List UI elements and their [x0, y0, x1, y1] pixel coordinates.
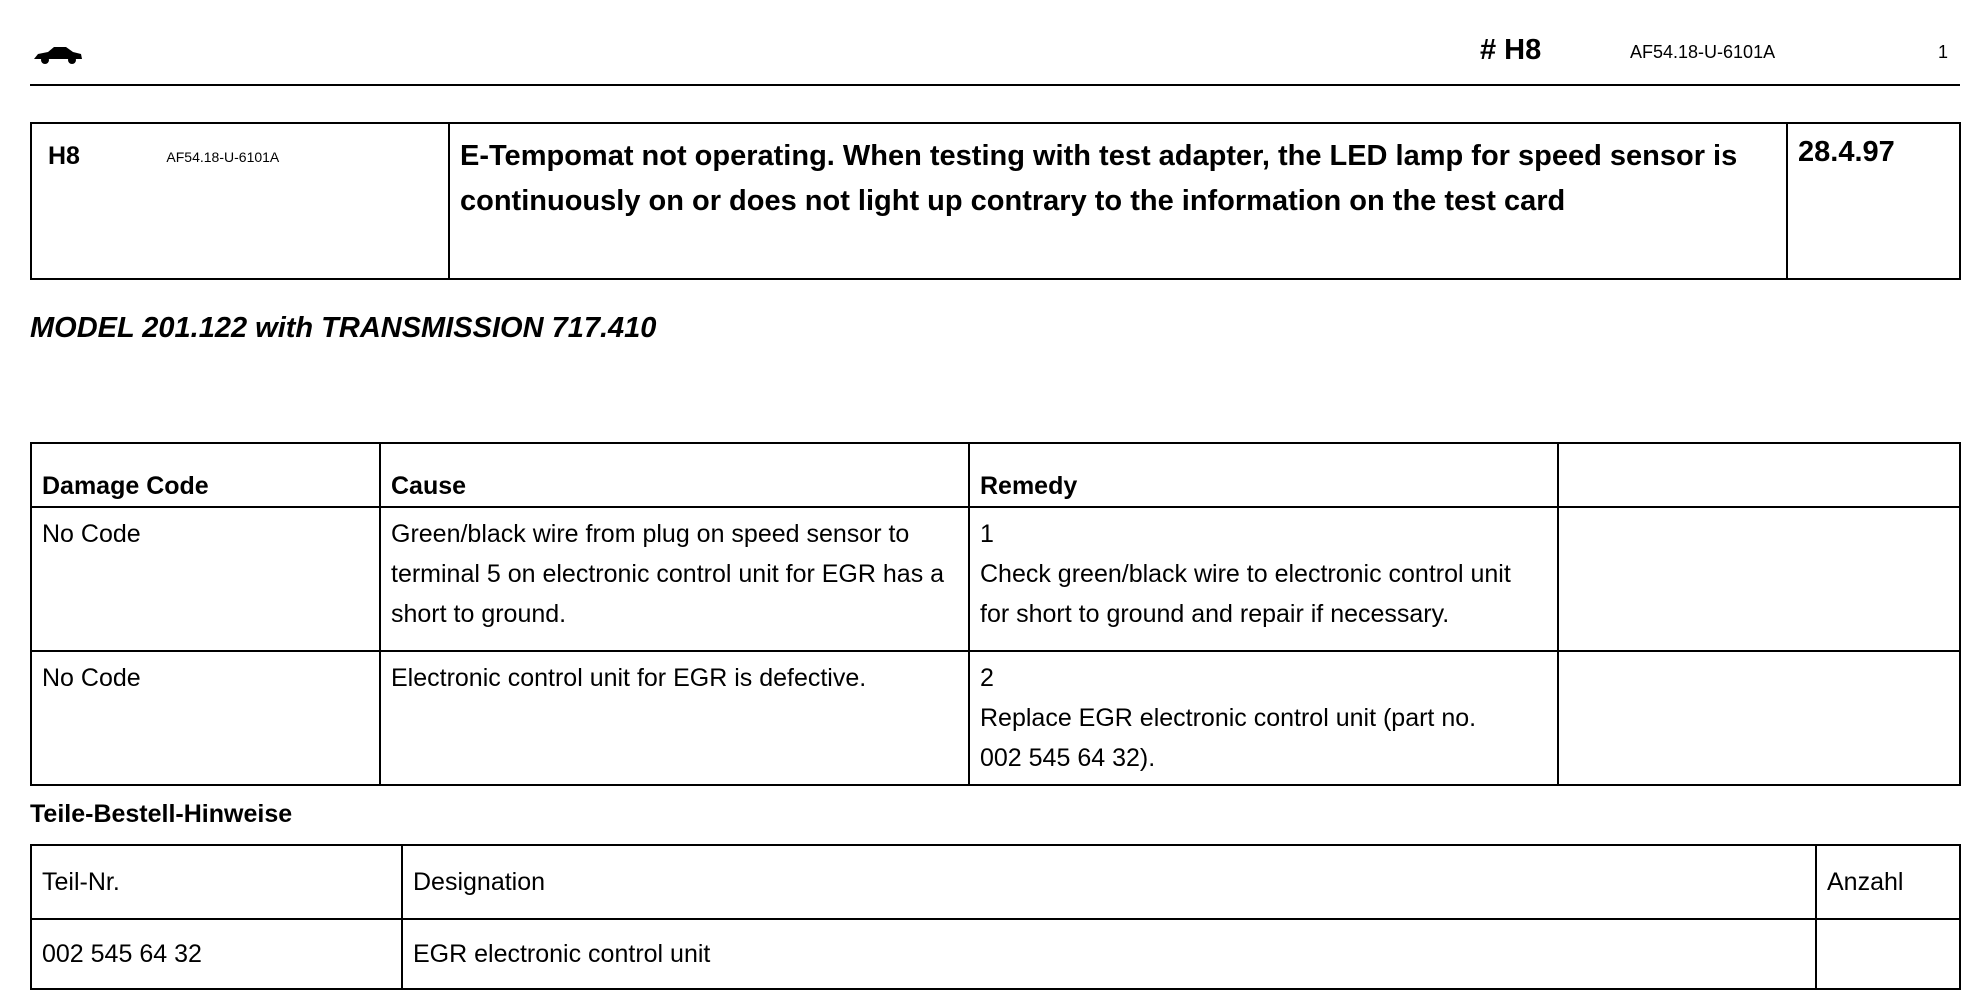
remedy-number: 2: [980, 664, 994, 692]
title-reference: AF54.18-U-6101A: [166, 149, 280, 165]
remedy-text: Replace EGR electronic control unit (part no. 002 545 64 32).: [980, 704, 1477, 772]
title-code-cell: [31, 123, 449, 279]
car-icon: [32, 44, 84, 66]
header-designation: Designation: [402, 845, 1816, 919]
header-code: # H8: [1480, 34, 1542, 66]
quantity: [1816, 919, 1960, 989]
damage-table: [30, 442, 1961, 786]
table-header-row: [31, 845, 1960, 919]
remedy-text: Check green/black wire to electronic control unit for short to ground and repair if necessary.: [980, 560, 1511, 628]
title-date-cell: [1787, 123, 1960, 279]
designation: EGR electronic control unit: [402, 919, 1816, 989]
header-damage-code: Damage Code: [31, 443, 380, 507]
table-header-row: [31, 443, 1960, 507]
header-quantity: Anzahl: [1816, 845, 1960, 919]
page-number: 1: [1937, 42, 1948, 62]
table-row: [31, 919, 1960, 989]
page-header: [30, 0, 1960, 86]
extra-cell: [1558, 507, 1960, 651]
table-row: [31, 651, 1960, 785]
header-reference: AF54.18-U-6101A: [1630, 42, 1776, 62]
header-remedy: Remedy: [969, 443, 1558, 507]
header-rule: [30, 84, 1960, 86]
title-code: H8: [48, 142, 80, 170]
damage-code: No Code: [31, 651, 380, 785]
remedy: [969, 651, 1558, 785]
title-description: E-Tempomat not operating. When testing with test adapter, the LED lamp for speed sensor is continuously on or does not light up contrary to the information on the test card: [460, 140, 1738, 217]
cause: Green/black wire from plug on speed sensor to terminal 5 on electronic control unit for EGR has a short to ground.: [380, 507, 969, 651]
header-cause: Cause: [380, 443, 969, 507]
extra-cell: [1558, 651, 1960, 785]
parts-order-heading: Teile-Bestell-Hinweise: [30, 800, 293, 828]
header-extra: [1558, 443, 1960, 507]
remedy: [969, 507, 1558, 651]
title-block: [30, 122, 1961, 280]
cause: Electronic control unit for EGR is defective.: [380, 651, 969, 785]
header-part-no: Teil-Nr.: [31, 845, 402, 919]
remedy-number: 1: [980, 520, 994, 548]
damage-code: No Code: [31, 507, 380, 651]
parts-table: [30, 844, 1961, 990]
part-number: 002 545 64 32: [31, 919, 402, 989]
table-row: [31, 507, 1960, 651]
title-date: 28.4.97: [1798, 136, 1895, 168]
title-description-cell: [449, 123, 1787, 279]
model-line: MODEL 201.122 with TRANSMISSION 717.410: [30, 312, 657, 344]
